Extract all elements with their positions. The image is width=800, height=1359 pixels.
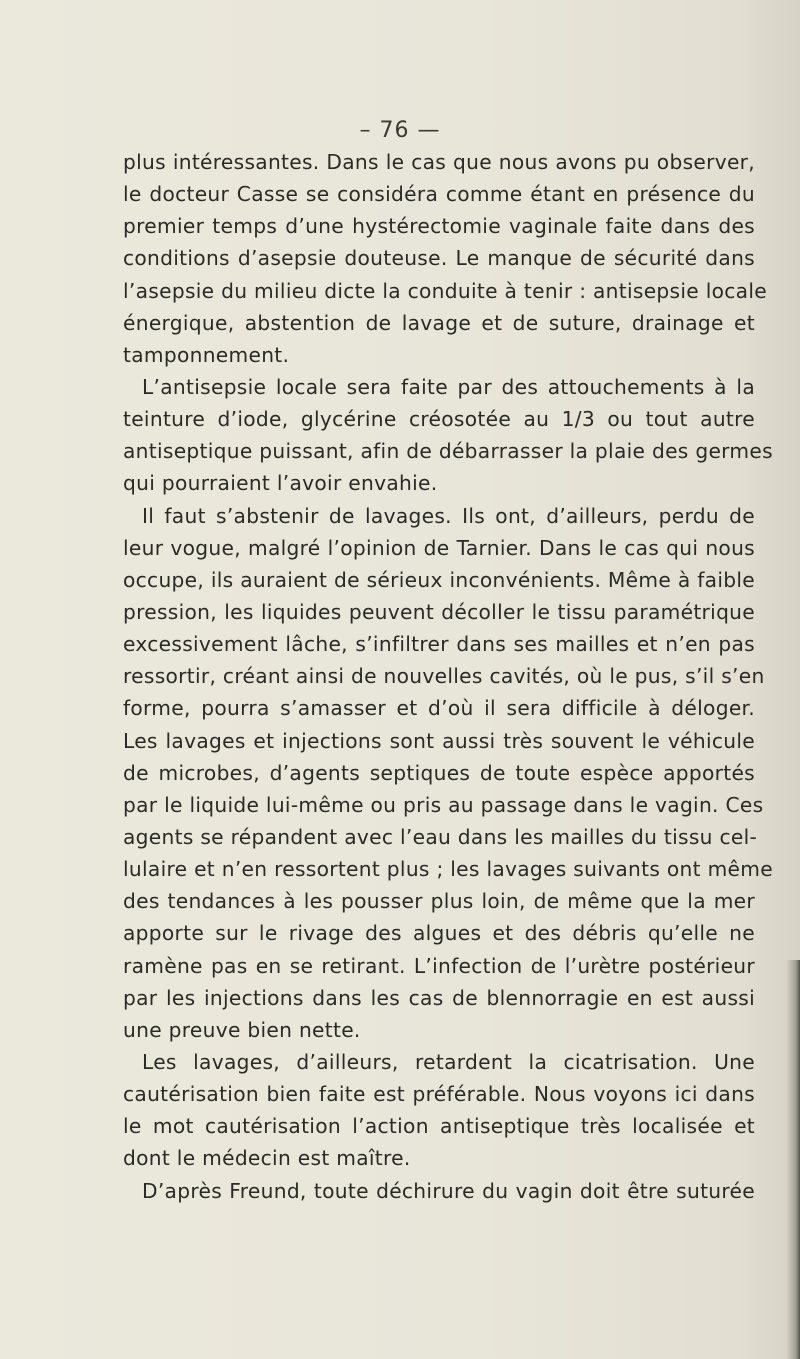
text-line: Les lavages, d’ailleurs, retardent la cicatrisation. Une [142,1049,755,1074]
page-edge-shadow [786,960,800,1359]
text-line: Il faut s’abstenir de lavages. Ils ont, d’ailleurs, perdu de [142,503,755,528]
text-line: énergique, abstention de lavage et de suture, drainage et [123,310,755,335]
text-line: antiseptique puissant, afin de débarrasser la plaie des germes [123,439,773,464]
text-line: premier temps d’une hystérectomie vaginale faite dans des [123,214,755,239]
page-number: – 76 — [359,118,441,143]
text-line: ressortir, créant ainsi de nouvelles cavités, où le pus, s’il s’en [123,664,765,689]
text-line: agents se répandent avec l’eau dans les mailles du tissu cel- [123,824,758,849]
text-line: cautérisation bien faite est préférable. Nous voyons ici dans [123,1082,755,1107]
text-line: ramène pas en se retirant. L’infection de l’urètre postérieur [123,953,755,978]
text-line: dont le médecin est maître. [123,1146,411,1171]
text-line: pression, les liquides peuvent décoller le tissu paramétrique [123,599,755,624]
text-line: par les injections dans les cas de blennorragie en est aussi [123,985,755,1010]
text-line: plus intéressantes. Dans le cas que nous avons pu observer, [123,150,755,174]
text-line: conditions d’asepsie douteuse. Le manque de sécurité dans [123,246,755,271]
text-line: D’après Freund, toute déchirure du vagin doit être suturée [142,1178,755,1203]
text-line: L’antisepsie locale sera faite par des attouchements à la [142,374,755,399]
text-line: lulaire et n’en ressortent plus ; les lavages suivants ont même [123,857,773,882]
text-line: par le liquide lui-même ou pris au passage dans le vagin. Ces [123,792,764,817]
text-line: le docteur Casse se considéra comme étant en présence du [123,182,755,207]
text-line: leur vogue, malgré l’opinion de Tarnier. Dans le cas qui nous [123,535,755,560]
text-line: forme, pourra s’amasser et d’où il sera difficile à déloger. [123,696,755,721]
text-line: excessivement lâche, s’infiltrer dans ses mailles et n’en pas [123,632,755,657]
text-line: occupe, ils auraient de sérieux inconvénients. Même à faible [123,567,755,592]
text-line: teinture d’iode, glycérine créosotée au 1/3 ou tout autre [123,407,755,432]
text-line: qui pourraient l’avoir envahie. [123,471,438,496]
text-line: Les lavages et injections sont aussi très souvent le véhicule [123,728,755,753]
text-line: l’asepsie du milieu dicte la conduite à tenir : antisepsie locale [123,278,767,303]
text-line: le mot cautérisation l’action antiseptique très localisée et [123,1114,755,1139]
text-line: tamponnement. [123,342,290,367]
text-line: de microbes, d’agents septiques de toute espèce apportés [123,760,755,785]
body-text [123,146,773,1207]
text-line: des tendances à les pousser plus loin, de même que la mer [123,889,755,914]
text-line: apporte sur le rivage des algues et des débris qu’elle ne [123,921,755,946]
text-line: une preuve bien nette. [123,1017,361,1042]
